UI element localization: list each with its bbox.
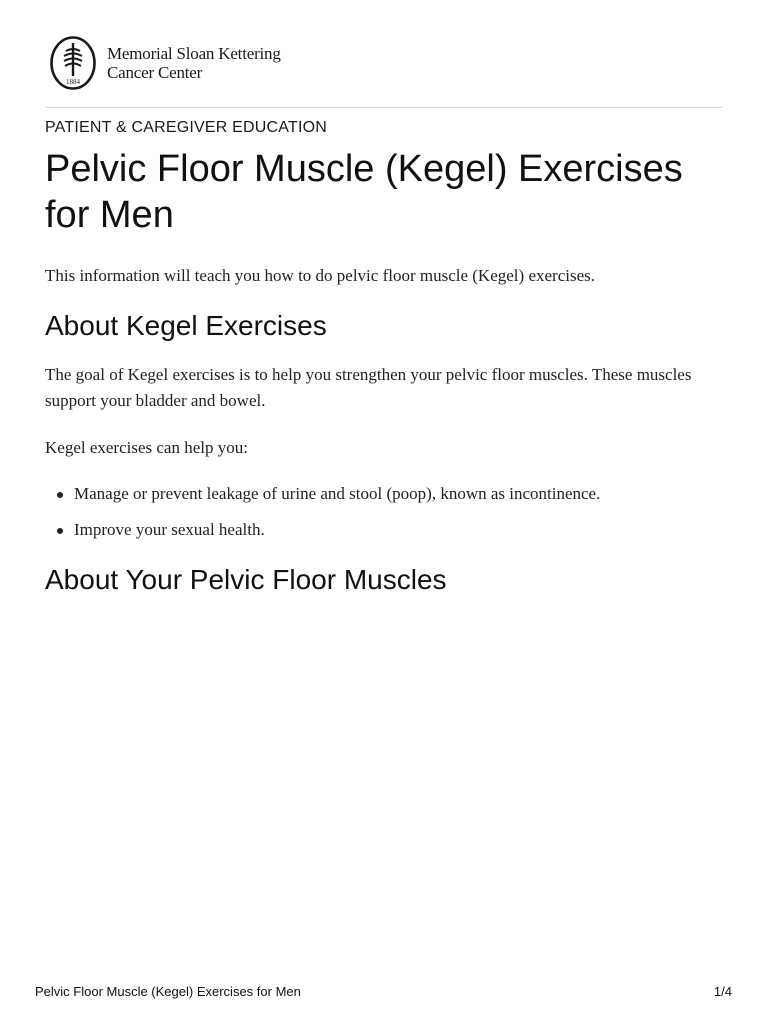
msk-tree-icon <box>50 36 96 90</box>
benefits-list <box>45 481 735 553</box>
list-item <box>45 517 735 543</box>
logo-wordmark <box>107 44 281 82</box>
list-item <box>45 481 735 507</box>
list-item-text: Improve your sexual health. <box>74 520 265 539</box>
logo-line-2: Cancer Center <box>107 63 203 82</box>
msk-logo[interactable] <box>50 36 281 90</box>
list-item-text: Manage or prevent leakage of urine and stool (poop), known as incontinence. <box>74 484 601 503</box>
bullet-icon <box>57 528 63 534</box>
footer-document-title: Pelvic Floor Muscle (Kegel) Exercises for Men <box>35 984 301 999</box>
logo-line-1: Memorial Sloan Kettering <box>107 44 281 63</box>
intro-paragraph: This information will teach you how to do pelvic floor muscle (Kegel) exercises. <box>45 266 595 285</box>
page-title: Pelvic Floor Muscle (Kegel) Exercises for Men <box>45 148 683 236</box>
bullet-icon <box>57 492 63 498</box>
section-heading-about-kegel: About Kegel Exercises <box>45 310 327 341</box>
page-footer <box>35 984 732 999</box>
footer-page-number: 1/4 <box>713 984 732 999</box>
document-category: PATIENT & CAREGIVER EDUCATION <box>45 119 327 136</box>
help-intro-paragraph: Kegel exercises can help you: <box>45 438 248 457</box>
goal-paragraph: The goal of Kegel exercises is to help you strengthen your pelvic floor muscles. These muscles support your bladder and bowel. <box>45 365 692 410</box>
header-divider <box>45 107 723 108</box>
section-heading-pelvic-floor: About Your Pelvic Floor Muscles <box>45 564 447 595</box>
logo-year: 1884 <box>66 78 80 86</box>
